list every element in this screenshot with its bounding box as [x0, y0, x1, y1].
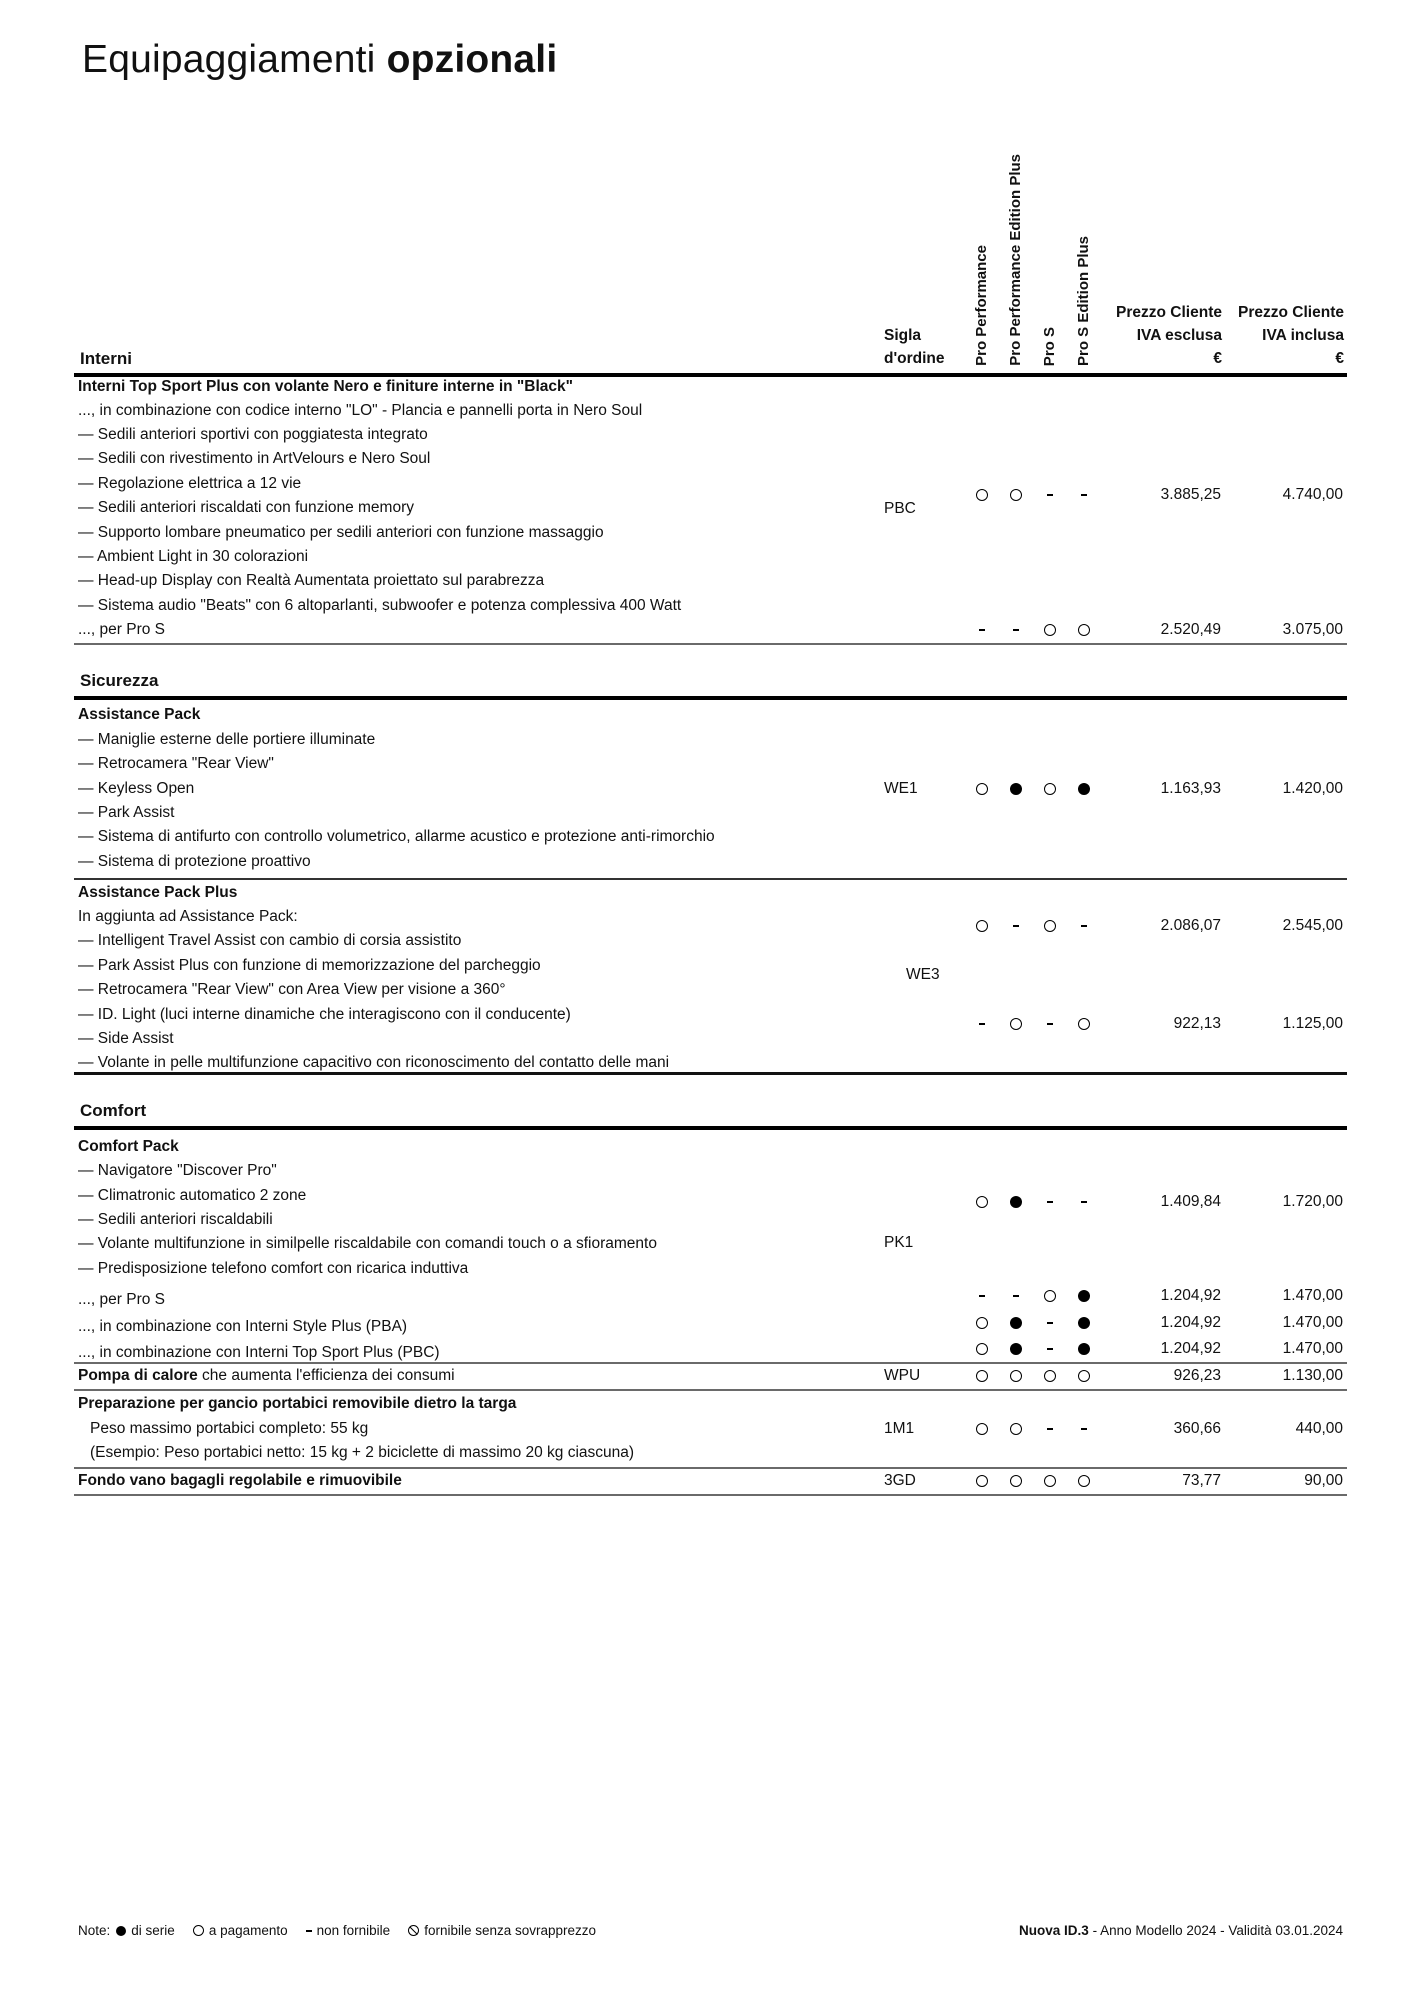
mark-pro-s-edition-plus — [1077, 1012, 1091, 1036]
option-title-pbc: Interni Top Sport Plus con volante Nero e finiture interne in "Black" — [78, 378, 573, 395]
mark-pro-s-edition-plus — [1077, 1311, 1091, 1335]
option-line: — ID. Light (luci interne dinamiche che interagiscono con il conducente) — [78, 1006, 571, 1023]
empty-circle-icon — [1010, 1423, 1022, 1435]
price-ex-vat: 1.204,92 — [1160, 1287, 1221, 1304]
price-incl-vat: 1.420,00 — [1282, 780, 1343, 797]
column-header-sigla — [884, 324, 945, 370]
option-title-1m1: Preparazione per gancio portabici removibile dietro la targa — [78, 1395, 517, 1412]
option-title-wpu-bold: Pompa di calore — [78, 1367, 198, 1384]
column-header-pro-performance-edition-plus: Pro Performance Edition Plus — [1007, 154, 1024, 366]
order-code-3gd: 3GD — [884, 1472, 916, 1489]
empty-circle-icon — [976, 920, 988, 932]
column-header-pro-performance: Pro Performance — [973, 245, 990, 366]
order-code-pk1: PK1 — [884, 1234, 914, 1251]
dash-icon — [1047, 1023, 1053, 1025]
table-header — [74, 140, 1347, 374]
mark-pro-performance — [975, 1364, 989, 1388]
dash-icon — [979, 1023, 985, 1025]
note-label: Note: — [78, 1923, 111, 1938]
mark-pro-performance-edition-plus — [1009, 1337, 1023, 1361]
page-title-bold: opzionali — [386, 38, 558, 81]
sigla-line-2: d'ordine — [884, 350, 945, 367]
empty-circle-icon — [976, 1370, 988, 1382]
footer-legend — [78, 1923, 608, 1938]
option-line: — Ambient Light in 30 colorazioni — [78, 548, 309, 565]
dash-icon — [1081, 1201, 1087, 1203]
option-line: — Head-up Display con Realtà Aumentata proiettato sul parabrezza — [78, 572, 545, 589]
row-divider — [74, 1494, 1347, 1496]
option-line: (Esempio: Peso portabici netto: 15 kg + 2 biciclette di massimo 20 kg ciascuna) — [90, 1444, 635, 1461]
option-line: In aggiunta ad Assistance Pack: — [78, 908, 298, 925]
option-title-we1: Assistance Pack — [78, 706, 201, 723]
column-header-pro-s-edition-plus: Pro S Edition Plus — [1075, 235, 1092, 366]
price-incl-vat: 90,00 — [1304, 1472, 1343, 1489]
empty-circle-icon — [1044, 624, 1056, 636]
option-line: — Side Assist — [78, 1030, 174, 1047]
order-code-pbc: PBC — [884, 500, 916, 517]
footer-model-name: Nuova ID.3 — [1019, 1923, 1089, 1938]
legend-optional-label: a pagamento — [208, 1923, 288, 1938]
option-line: Peso massimo portabici completo: 55 kg — [90, 1420, 369, 1437]
price-ex-line-2: IVA esclusa — [1136, 327, 1222, 344]
empty-circle-icon — [1078, 1018, 1090, 1030]
option-line: — Retrocamera "Rear View" con Area View per visione a 360° — [78, 981, 506, 998]
option-line: — Predisposizione telefono comfort con ricarica induttiva — [78, 1260, 469, 1277]
option-line: — Sistema di protezione proattivo — [78, 853, 311, 870]
mark-pro-performance-edition-plus — [1009, 1417, 1023, 1441]
option-title-we3: Assistance Pack Plus — [78, 884, 238, 901]
price-incl-vat: 4.740,00 — [1282, 486, 1343, 503]
filled-circle-icon — [1078, 1343, 1090, 1355]
order-code-we3: WE3 — [906, 966, 940, 983]
mark-pro-s-edition-plus — [1077, 1469, 1091, 1493]
dash-icon — [306, 1930, 312, 1932]
dash-icon — [1013, 629, 1019, 631]
mark-pro-performance — [975, 1012, 989, 1036]
option-line-variant: ..., in combinazione con Interni Style Plus (PBA) — [78, 1318, 408, 1335]
mark-pro-performance-edition-plus — [1009, 914, 1023, 938]
option-line: — Regolazione elettrica a 12 vie — [78, 475, 302, 492]
empty-circle-icon — [976, 1343, 988, 1355]
option-line: — Sistema audio "Beats" con 6 altoparlanti, subwoofer e potenza complessiva 400 Watt — [78, 597, 682, 614]
mark-pro-s — [1043, 1284, 1057, 1308]
option-line: — Sedili anteriori riscaldati con funzione memory — [78, 499, 414, 516]
mark-pro-performance-edition-plus — [1009, 1190, 1023, 1214]
price-ex-vat: 1.204,92 — [1160, 1314, 1221, 1331]
mark-pro-performance-edition-plus — [1009, 483, 1023, 507]
option-line: — Sistema di antifurto con controllo volumetrico, allarme acustico e protezione anti-rimorchio — [78, 828, 715, 845]
mark-pro-performance — [975, 618, 989, 642]
price-incl-vat: 1.470,00 — [1282, 1287, 1343, 1304]
legend-na — [306, 1923, 391, 1938]
dash-icon — [1047, 1428, 1053, 1430]
price-ex-vat: 2.520,49 — [1160, 621, 1221, 638]
empty-circle-icon — [1010, 1018, 1022, 1030]
price-incl-vat: 1.720,00 — [1282, 1193, 1343, 1210]
legend-optional — [193, 1923, 288, 1938]
empty-circle-icon — [976, 1196, 988, 1208]
mark-pro-s — [1043, 1469, 1057, 1493]
dash-icon — [979, 629, 985, 631]
order-code-wpu: WPU — [884, 1367, 921, 1384]
dash-icon — [1047, 1348, 1053, 1350]
price-incl-vat: 1.130,00 — [1282, 1367, 1343, 1384]
empty-circle-icon — [1044, 1370, 1056, 1382]
sigla-line-1: Sigla — [884, 327, 922, 344]
row-divider — [74, 643, 1347, 645]
option-line: — Retrocamera "Rear View" — [78, 755, 274, 772]
option-line: — Park Assist Plus con funzione di memorizzazione del parcheggio — [78, 957, 541, 974]
empty-circle-icon — [1078, 1370, 1090, 1382]
price-ex-vat: 2.086,07 — [1160, 917, 1221, 934]
mark-pro-s-edition-plus — [1077, 618, 1091, 642]
legend-free — [408, 1923, 596, 1938]
option-line: — Volante in pelle multifunzione capacitivo con riconoscimento del contatto delle mani — [78, 1054, 670, 1071]
filled-circle-icon — [1078, 783, 1090, 795]
mark-pro-performance — [975, 1311, 989, 1335]
slashed-circle-icon — [408, 1925, 419, 1936]
option-title-wpu — [78, 1364, 455, 1388]
filled-circle-icon — [1078, 1290, 1090, 1302]
option-line: — Intelligent Travel Assist con cambio di corsia assistito — [78, 932, 462, 949]
option-line-variant: ..., per Pro S — [78, 621, 166, 638]
option-title-pk1: Comfort Pack — [78, 1138, 179, 1155]
section-title-comfort: Comfort — [80, 1101, 147, 1120]
price-incl-vat: 1.470,00 — [1282, 1314, 1343, 1331]
mark-pro-s — [1043, 1012, 1057, 1036]
mark-pro-s — [1043, 483, 1057, 507]
mark-pro-performance — [975, 777, 989, 801]
empty-circle-icon — [1010, 1370, 1022, 1382]
mark-pro-s-edition-plus — [1077, 777, 1091, 801]
option-line: — Climatronic automatico 2 zone — [78, 1187, 307, 1204]
mark-pro-performance-edition-plus — [1009, 1311, 1023, 1335]
legend-free-label: fornibile senza sovrapprezzo — [424, 1923, 597, 1938]
filled-circle-icon — [1010, 1317, 1022, 1329]
column-header-price-incl-vat — [1238, 301, 1344, 370]
empty-circle-icon — [1044, 1290, 1056, 1302]
price-incl-vat: 1.125,00 — [1282, 1015, 1343, 1032]
option-line: — Navigatore "Discover Pro" — [78, 1162, 277, 1179]
mark-pro-s — [1043, 1364, 1057, 1388]
mark-pro-performance — [975, 914, 989, 938]
section-divider — [74, 1126, 1347, 1130]
mark-pro-performance — [975, 1190, 989, 1214]
section-title-interni: Interni — [80, 349, 132, 368]
option-line: — Sedili anteriori sportivi con poggiatesta integrato — [78, 426, 428, 443]
price-incl-vat: 1.470,00 — [1282, 1340, 1343, 1357]
page-title-light: Equipaggiamenti — [82, 38, 376, 81]
dash-icon — [1013, 1295, 1019, 1297]
column-header-pro-s: Pro S — [1041, 326, 1058, 366]
empty-circle-icon — [976, 1317, 988, 1329]
option-line: — Sedili anteriori riscaldabili — [78, 1211, 273, 1228]
section-title-sicurezza: Sicurezza — [80, 671, 159, 690]
mark-pro-s — [1043, 1190, 1057, 1214]
mark-pro-s-edition-plus — [1077, 483, 1091, 507]
mark-pro-s — [1043, 1417, 1057, 1441]
order-code-1m1: 1M1 — [884, 1420, 915, 1437]
mark-pro-s — [1043, 1337, 1057, 1361]
mark-pro-s — [1043, 914, 1057, 938]
dash-icon — [1047, 1322, 1053, 1324]
price-incl-vat: 3.075,00 — [1282, 621, 1343, 638]
price-ex-vat: 926,23 — [1173, 1367, 1221, 1384]
option-title-3gd: Fondo vano bagagli regolabile e rimuovibile — [78, 1472, 402, 1489]
price-in-line-2: IVA inclusa — [1262, 327, 1344, 344]
price-ex-vat: 3.885,25 — [1160, 486, 1221, 503]
mark-pro-s-edition-plus — [1077, 914, 1091, 938]
empty-circle-icon — [1044, 920, 1056, 932]
empty-circle-icon — [976, 489, 988, 501]
empty-circle-icon — [1010, 1475, 1022, 1487]
price-ex-vat: 360,66 — [1173, 1420, 1221, 1437]
option-line-variant: ..., in combinazione con Interni Top Sport Plus (PBC) — [78, 1344, 440, 1361]
empty-circle-icon — [1078, 1475, 1090, 1487]
filled-circle-icon — [116, 1926, 126, 1936]
price-ex-line-3: € — [1213, 350, 1222, 367]
option-line: — Volante multifunzione in similpelle riscaldabile con comandi touch o a sfioramento — [78, 1235, 657, 1252]
mark-pro-s-edition-plus — [1077, 1190, 1091, 1214]
price-incl-vat: 440,00 — [1295, 1420, 1343, 1437]
dash-icon — [1047, 494, 1053, 496]
price-in-line-3: € — [1335, 350, 1344, 367]
order-code-we1: WE1 — [884, 780, 918, 797]
option-line: — Park Assist — [78, 804, 175, 821]
mark-pro-performance — [975, 1417, 989, 1441]
mark-pro-s-edition-plus — [1077, 1417, 1091, 1441]
empty-circle-icon — [976, 1475, 988, 1487]
option-line: — Supporto lombare pneumatico per sedili anteriori con funzione massaggio — [78, 524, 604, 541]
empty-circle-icon — [1010, 489, 1022, 501]
dash-icon — [1081, 925, 1087, 927]
dash-icon — [979, 1295, 985, 1297]
empty-circle-icon — [976, 783, 988, 795]
mark-pro-performance — [975, 1284, 989, 1308]
section-divider — [74, 696, 1347, 700]
filled-circle-icon — [1010, 1343, 1022, 1355]
price-ex-vat: 1.409,84 — [1160, 1193, 1221, 1210]
price-ex-vat: 1.204,92 — [1160, 1340, 1221, 1357]
option-line: ..., in combinazione con codice interno "LO" - Plancia e pannelli porta in Nero Soul — [78, 402, 643, 419]
row-divider — [74, 1389, 1347, 1391]
dash-icon — [1081, 1428, 1087, 1430]
filled-circle-icon — [1078, 1317, 1090, 1329]
empty-circle-icon — [976, 1423, 988, 1435]
mark-pro-performance-edition-plus — [1009, 1284, 1023, 1308]
empty-circle-icon — [1044, 783, 1056, 795]
mark-pro-performance — [975, 1469, 989, 1493]
column-header-price-ex-vat — [1116, 301, 1222, 370]
mark-pro-performance-edition-plus — [1009, 1012, 1023, 1036]
mark-pro-s-edition-plus — [1077, 1284, 1091, 1308]
filled-circle-icon — [1010, 1196, 1022, 1208]
option-line: — Sedili con rivestimento in ArtVelours e Nero Soul — [78, 450, 431, 467]
empty-circle-icon — [1078, 624, 1090, 636]
mark-pro-s-edition-plus — [1077, 1364, 1091, 1388]
dash-icon — [1013, 925, 1019, 927]
page-title — [82, 38, 557, 82]
price-ex-line-1: Prezzo Cliente — [1116, 304, 1222, 321]
mark-pro-performance — [975, 1337, 989, 1361]
mark-pro-s — [1043, 777, 1057, 801]
price-incl-vat: 2.545,00 — [1282, 917, 1343, 934]
legend-standard — [116, 1923, 175, 1938]
mark-pro-s-edition-plus — [1077, 1337, 1091, 1361]
option-line: — Maniglie esterne delle portiere illuminate — [78, 731, 376, 748]
price-ex-vat: 922,13 — [1173, 1015, 1221, 1032]
dash-icon — [1081, 494, 1087, 496]
mark-pro-performance-edition-plus — [1009, 1469, 1023, 1493]
price-ex-vat: 1.163,93 — [1160, 780, 1221, 797]
mark-pro-performance-edition-plus — [1009, 618, 1023, 642]
footer-model-info — [1019, 1923, 1343, 1938]
legend-standard-label: di serie — [131, 1923, 175, 1938]
mark-pro-performance — [975, 483, 989, 507]
mark-pro-s — [1043, 618, 1057, 642]
mark-pro-performance-edition-plus — [1009, 777, 1023, 801]
filled-circle-icon — [1010, 783, 1022, 795]
price-in-line-1: Prezzo Cliente — [1238, 304, 1344, 321]
row-divider — [74, 1072, 1347, 1075]
mark-pro-performance-edition-plus — [1009, 1364, 1023, 1388]
legend-na-label: non fornibile — [316, 1923, 391, 1938]
row-divider — [74, 878, 1347, 880]
price-ex-vat: 73,77 — [1182, 1472, 1221, 1489]
dash-icon — [1047, 1201, 1053, 1203]
option-title-wpu-rest: che aumenta l'efficienza dei consumi — [197, 1367, 455, 1384]
option-line: — Keyless Open — [78, 780, 195, 797]
footer-model-details: - Anno Modello 2024 - Validità 03.01.2024 — [1088, 1923, 1343, 1938]
option-line-variant: ..., per Pro S — [78, 1291, 166, 1308]
empty-circle-icon — [193, 1925, 204, 1936]
mark-pro-s — [1043, 1311, 1057, 1335]
empty-circle-icon — [1044, 1475, 1056, 1487]
